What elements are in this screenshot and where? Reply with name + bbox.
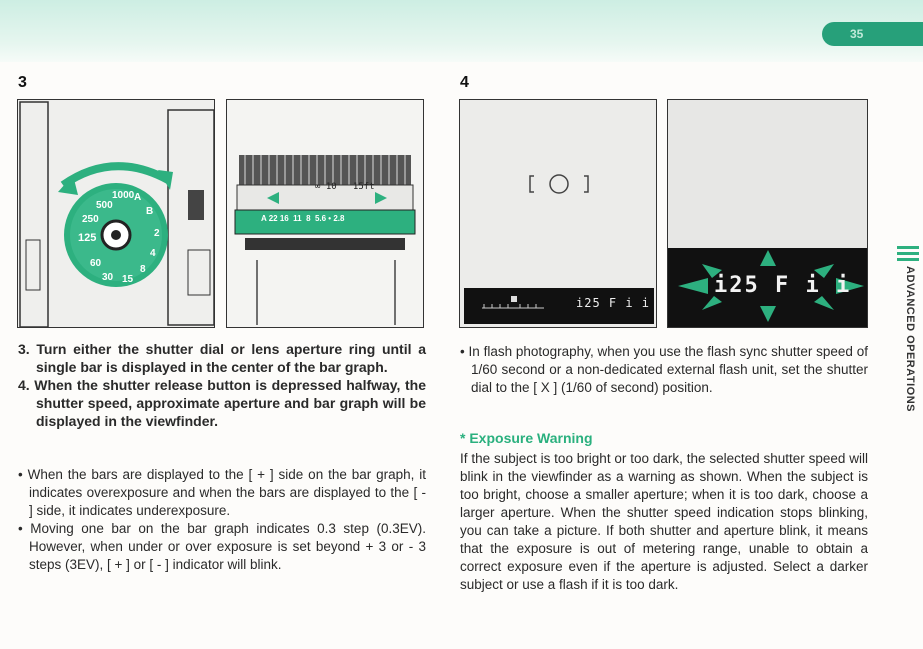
shutter-dial-illustration xyxy=(18,100,215,328)
dial-label: 125 xyxy=(78,232,97,244)
dial-label: 4 xyxy=(150,248,156,259)
instruction-step-4: 4. When the shutter release button is depressed halfway, the shutter speed, approximate aperture and bar graph will be displayed in the viewfinder. xyxy=(18,377,426,429)
right-notes xyxy=(460,343,868,397)
viewfinder-illustration xyxy=(460,100,657,328)
dial-label: 15 xyxy=(122,274,134,285)
dial-label: A xyxy=(134,192,142,203)
section-label: ADVANCED OPERATIONS xyxy=(904,266,916,412)
lens-distance-scale: ∞ 10 15ft xyxy=(315,182,375,192)
viewfinder-warning-readout: i25 F i i xyxy=(714,273,852,298)
dial-label: 250 xyxy=(82,214,99,225)
lens-aperture-scale: A 22 16 11 8 5.6 • 2.8 xyxy=(261,214,345,223)
viewfinder-display-photo xyxy=(459,99,657,328)
step-number-left: 3 xyxy=(18,74,27,91)
left-notes xyxy=(18,466,426,574)
step-number-right: 4 xyxy=(460,74,469,91)
page-number-tab: 35 xyxy=(822,22,923,46)
section-bars xyxy=(897,246,915,261)
exposure-warning-text: If the subject is too bright or too dark, the selected shutter speed will blink in the viewfinder as a warning as shown. When the subject is too bright, choose a smaller aperture; when it is too dark, choose a larger aperture. When the shutter speed indication stops blinking, you can take a picture. If both shutter and aperture blink, it means that the exposure is out of metering range, unable to obtain a correct exposure even if the aperture is adjusted. Select a darker subject or use a flash if it is too dark. xyxy=(460,451,868,592)
header-band xyxy=(0,0,923,62)
dial-label: 1000 xyxy=(112,190,135,201)
note-exposure-step: • Moving one bar on the bar graph indicates 0.3 step (0.3EV). However, when under or over exposure is set beyond + 3 or - 3 steps (3EV), [ + ] or [ - ] indicator will blink. xyxy=(18,521,426,572)
dial-label: B xyxy=(146,206,154,217)
lens-aperture-photo xyxy=(226,99,424,328)
section-marker xyxy=(897,246,915,264)
dial-label: 60 xyxy=(90,258,102,269)
exposure-warning-heading: * Exposure Warning xyxy=(460,430,593,446)
note-flash: • In flash photography, when you use the flash sync shutter speed of 1/60 second or a non-dedicated external flash unit, set the shutter dial to the [ X ] (1/60 of second) position. xyxy=(460,344,868,395)
viewfinder-warning-photo xyxy=(667,99,868,328)
dial-label: 8 xyxy=(140,264,146,275)
dial-label: 30 xyxy=(102,272,114,283)
dial-label: 500 xyxy=(96,200,113,211)
note-bar-graph: • When the bars are displayed to the [ + ] side on the bar graph, it indicates overexposure and when the bars are displayed to the [ - ] side, it indicates underexposure. xyxy=(18,467,426,518)
viewfinder-readout: i25 F i i xyxy=(576,296,651,310)
instruction-step-3: 3. Turn either the shutter dial or lens aperture ring until a single bar is displayed in the center of the bar graph. xyxy=(18,341,426,375)
step-instructions xyxy=(18,340,426,430)
shutter-dial-photo xyxy=(17,99,215,328)
dial-label: 2 xyxy=(154,228,160,239)
